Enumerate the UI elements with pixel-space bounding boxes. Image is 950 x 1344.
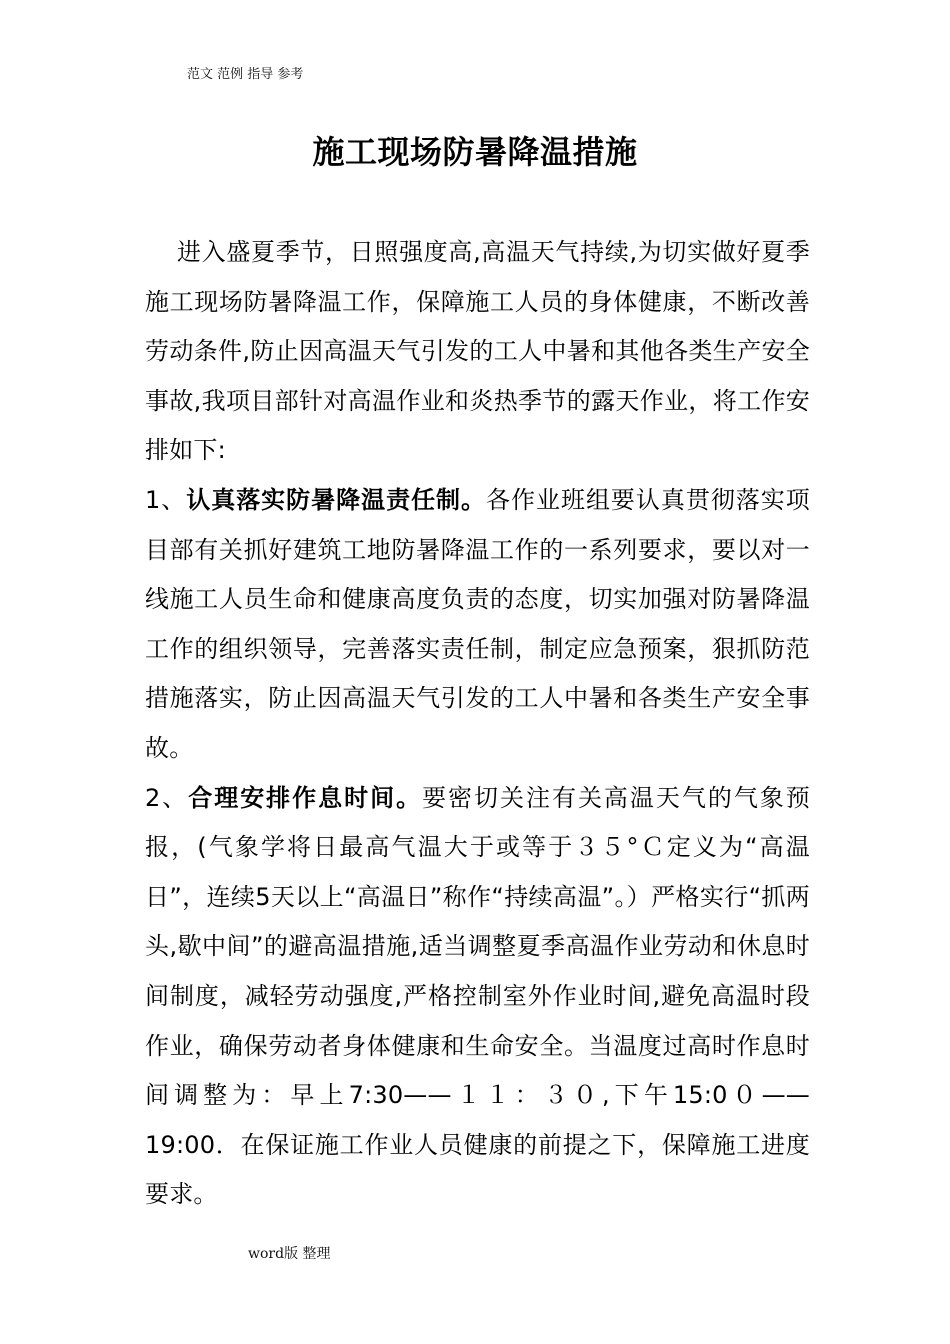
intro-paragraph: 进入盛夏季节，日照强度高,高温天气持续,为切实做好夏季施工现场防暑降温工作，保障施工人员的身体健康，不断改善劳动条件,防止因高温天气引发的工人中暑和其他各类生产安全事故,我项目部针对高温作业和炎热季节的露天作业，将工作安排如下: — [145, 238, 810, 465]
footer-note: word版 整理 — [248, 1246, 331, 1262]
section-1-body: 各作业班组要认真贯彻落实项目部有关抓好建筑工地防暑降温工作的一系列要求，要以对一线施工人员生命和健康高度负责的态度，切实加强对防暑降温工作的组织领导，完善落实责任制，制定应急预案，狠抓防范措施落实，防止因高温天气引发的工人中暑和各类生产安全事故。 — [145, 485, 810, 762]
section-1-heading: 认真落实防暑降温责任制。 — [186, 485, 487, 514]
document-title: 施工现场防暑降温措施 — [312, 133, 638, 171]
section-1-number: 1、 — [145, 485, 187, 514]
header-note: 范文 范例 指导 参考 — [187, 67, 304, 82]
section-1-paragraph — [145, 476, 810, 774]
section-2-body: 要密切关注有关高温天气的气象预报，(气象学将日最高气温大于或等于３５°Ｃ定义为“高温日”，连续5天以上“高温日”称作“持续高温”。）严格实行“抓两头,歇中间”的避高温措施,适当调整夏季高温作业劳动和休息时间制度，减轻劳动强度,严格控制室外作业时间,避免高温时段作业，确保劳动者身体健康和生命安全。当温度过高时作息时间调整为：早上7:30——１１：３０,下午15:0０——19:00．在保证施工作业人员健康的前提之下，保障施工进度要求。 — [145, 783, 810, 1209]
section-2-number: 2、 — [145, 783, 189, 812]
section-2-paragraph — [145, 774, 810, 1220]
document-body — [145, 228, 810, 1220]
section-2-heading: 合理安排作息时间。 — [188, 783, 423, 812]
